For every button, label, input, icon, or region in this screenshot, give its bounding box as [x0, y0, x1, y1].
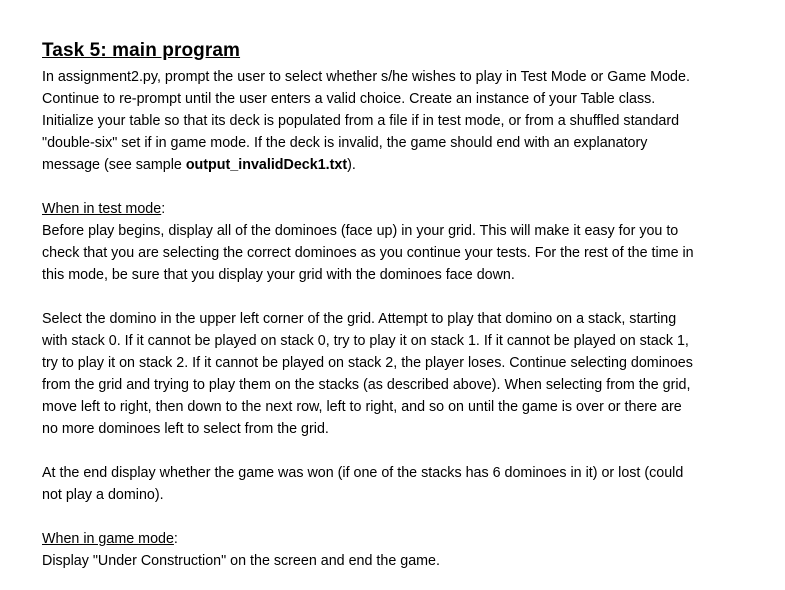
test-mode-paragraph-2: Select the domino in the upper left corner of the grid. Attempt to play that domino on a stack, starting with stack 0. If it cannot be played on stack 0, try to play it on stack 1. If it cannot be played on stack 1, try to play it on stack 2. If it cannot be played on stack 2, the player loses. Continue selecting dominoes from the grid and trying to play them on the stacks (as described above). When selecting from the grid, move left to right, then down to the next row, left to right, and so on until the game is over or there are no more dominoes left to select from the grid.	[42, 311, 693, 437]
spacer	[42, 286, 772, 308]
document	[42, 38, 772, 572]
test-mode-heading-label: When in test mode	[42, 201, 162, 217]
test-mode-heading	[42, 198, 772, 220]
test-mode-paragraph-3: At the end display whether the game was won (if one of the stacks has 6 dominoes in it) or lost (could not play a domino).	[42, 465, 684, 503]
intro-text: In assignment2.py, prompt the user to select whether s/he wishes to play in Test Mode or Game Mode. Continue to re-prompt until the user enters a valid choice. Create an instance of your Table class. Initialize your table so that its deck is populated from a file if in test mode, or from a shuffled standard "double-six" set if in game mode. If the deck is invalid, the game should end with an explanatory message (see sample	[42, 69, 690, 173]
game-mode-heading-colon: :	[173, 531, 178, 547]
sample-filename: output_invalidDeck1.txt	[185, 157, 348, 173]
task-title: Task 5: main program	[42, 40, 241, 61]
game-mode-paragraph: Display "Under Construction" on the screen and end the game.	[42, 553, 440, 569]
intro-text-end: ).	[347, 157, 356, 173]
spacer	[42, 176, 772, 198]
intro-paragraph	[42, 66, 772, 176]
game-mode-heading	[42, 528, 772, 550]
test-mode-heading-colon: :	[161, 201, 166, 217]
game-mode-heading-label: When in game mode	[42, 531, 174, 547]
spacer	[42, 440, 772, 462]
spacer	[42, 506, 772, 528]
test-mode-paragraph-1: Before play begins, display all of the dominoes (face up) in your grid. This will make it easy for you to check that you are selecting the correct dominoes as you continue your tests. For the rest of the time in this mode, be sure that you display your grid with the dominoes face down.	[42, 223, 694, 283]
